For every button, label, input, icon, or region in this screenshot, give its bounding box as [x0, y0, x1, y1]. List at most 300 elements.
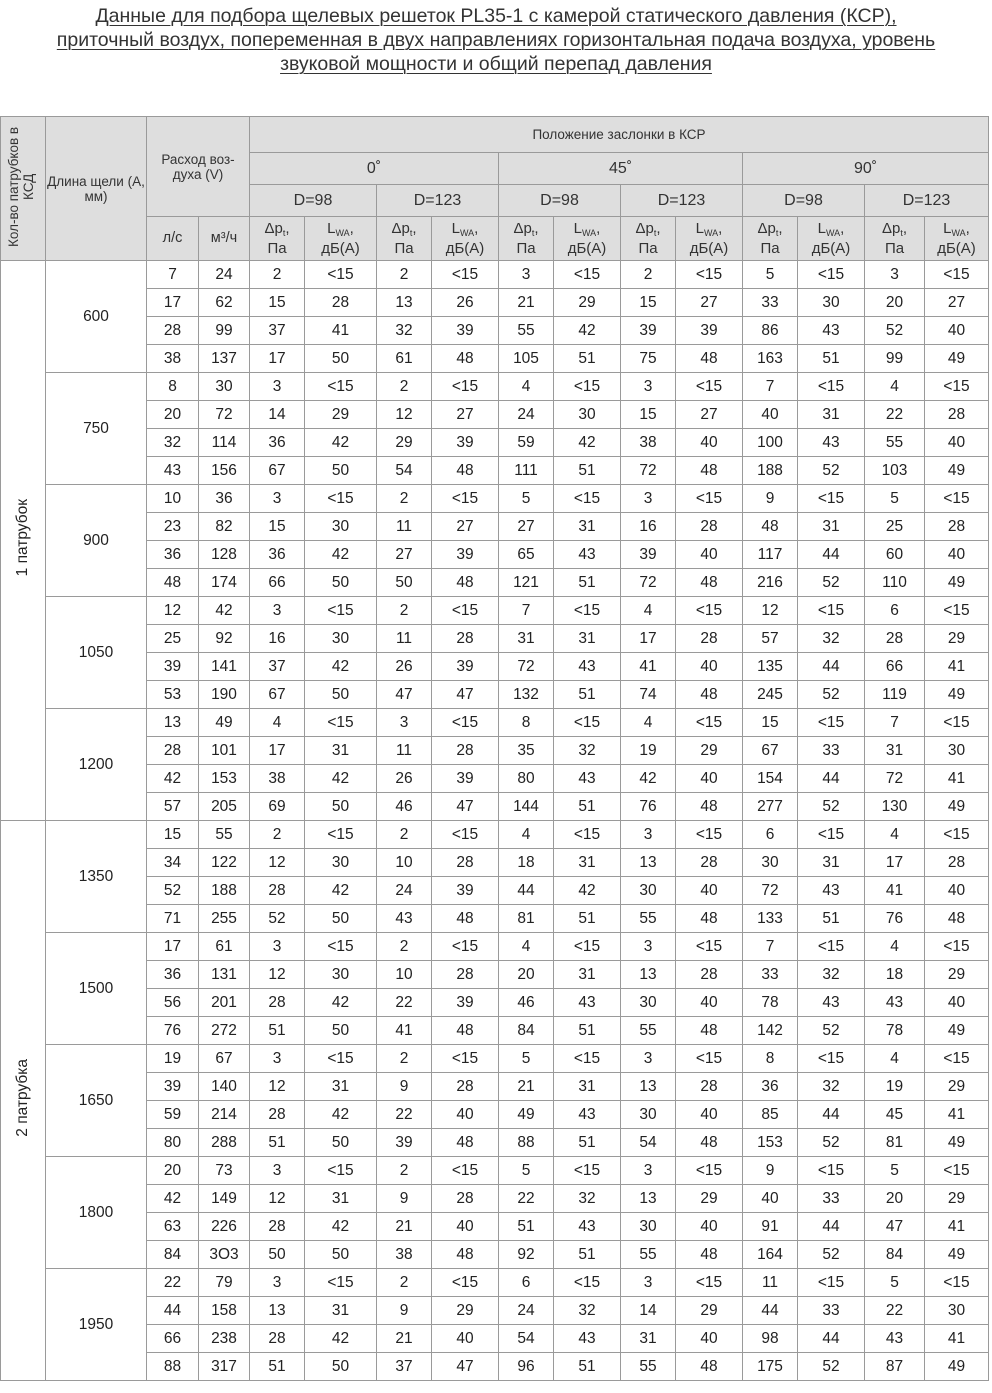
- table-cell: 50: [305, 569, 377, 597]
- table-cell: <15: [305, 1269, 377, 1297]
- table-cell: 40: [676, 989, 743, 1017]
- table-cell: 72: [499, 653, 554, 681]
- table-cell: 5: [865, 485, 925, 513]
- header-sound-level: $L_{WA}$, дБ(А): [554, 217, 621, 261]
- table-cell: 86: [743, 317, 798, 345]
- table-cell: 76: [621, 793, 676, 821]
- table-cell: 28: [432, 1073, 499, 1101]
- table-cell: 41: [925, 1213, 989, 1241]
- table-cell: 52: [798, 569, 865, 597]
- table-cell: 4: [499, 373, 554, 401]
- table-row: [1, 457, 989, 485]
- table-cell: 15: [250, 513, 305, 541]
- slot-length: 1500: [46, 933, 147, 1045]
- slot-length: 1050: [46, 597, 147, 709]
- table-cell: 36: [250, 541, 305, 569]
- header-diameter: D=123: [865, 185, 989, 217]
- table-cell: 40: [676, 1213, 743, 1241]
- table-cell: 39: [432, 429, 499, 457]
- table-cell: 48: [676, 681, 743, 709]
- slot-length: 1200: [46, 709, 147, 821]
- table-cell: 61: [199, 933, 250, 961]
- table-cell: 2: [250, 261, 305, 289]
- header-count: Кол-во патрубков в КСД: [1, 117, 46, 261]
- table-cell: 32: [377, 317, 432, 345]
- table-cell: 44: [798, 1325, 865, 1353]
- table-cell: 52: [798, 1017, 865, 1045]
- table-cell: <15: [676, 373, 743, 401]
- table-cell: <15: [925, 1269, 989, 1297]
- table-row: [1, 1269, 989, 1297]
- table-cell: 28: [432, 737, 499, 765]
- table-cell: 12: [250, 849, 305, 877]
- table-cell: 52: [798, 1129, 865, 1157]
- table-cell: 72: [621, 569, 676, 597]
- table-cell: 3: [250, 597, 305, 625]
- table-cell: 13: [621, 1073, 676, 1101]
- table-cell: 51: [554, 1017, 621, 1045]
- table-cell: 15: [621, 401, 676, 429]
- table-cell: 49: [925, 1129, 989, 1157]
- table-cell: 255: [199, 905, 250, 933]
- header-angle-45: 45˚: [499, 153, 743, 185]
- table-cell: 38: [147, 345, 199, 373]
- table-cell: 3: [621, 485, 676, 513]
- table-cell: 22: [377, 989, 432, 1017]
- table-cell: 3: [250, 1157, 305, 1185]
- table-cell: 128: [199, 541, 250, 569]
- table-cell: <15: [925, 373, 989, 401]
- table-cell: 28: [865, 625, 925, 653]
- table-cell: 44: [798, 653, 865, 681]
- header-diameter: D=98: [250, 185, 377, 217]
- table-cell: 11: [377, 737, 432, 765]
- table-cell: 39: [147, 653, 199, 681]
- table-row: [1, 1297, 989, 1325]
- table-cell: 33: [743, 961, 798, 989]
- table-cell: 29: [554, 289, 621, 317]
- table-cell: 15: [147, 821, 199, 849]
- table-row: [1, 569, 989, 597]
- table-cell: 28: [147, 317, 199, 345]
- table-cell: 36: [147, 961, 199, 989]
- table-cell: 5: [499, 1045, 554, 1073]
- table-cell: 3: [621, 373, 676, 401]
- table-cell: 39: [432, 989, 499, 1017]
- table-cell: 3: [250, 485, 305, 513]
- header-angle-90: 90˚: [743, 153, 989, 185]
- table-cell: 2: [377, 373, 432, 401]
- table-cell: 91: [743, 1213, 798, 1241]
- table-cell: <15: [676, 1269, 743, 1297]
- table-cell: <15: [676, 1157, 743, 1185]
- table-cell: 214: [199, 1101, 250, 1129]
- table-cell: 28: [305, 289, 377, 317]
- table-cell: 56: [147, 989, 199, 1017]
- table-cell: 3: [621, 1045, 676, 1073]
- group-label: 2 патрубка: [1, 821, 46, 1381]
- table-cell: 12: [250, 961, 305, 989]
- table-header: [1, 117, 989, 261]
- table-cell: 20: [147, 1157, 199, 1185]
- table-cell: 28: [250, 1213, 305, 1241]
- header-sound-level: $L_{WA}$, дБ(А): [925, 217, 989, 261]
- table-cell: 37: [250, 317, 305, 345]
- table-cell: 30: [554, 401, 621, 429]
- table-cell: 30: [621, 1213, 676, 1241]
- table-cell: 48: [676, 1241, 743, 1269]
- table-cell: 2: [377, 821, 432, 849]
- table-cell: 317: [199, 1353, 250, 1381]
- table-cell: 28: [676, 513, 743, 541]
- table-cell: 11: [743, 1269, 798, 1297]
- table-cell: 42: [305, 1325, 377, 1353]
- header-unit-ls: л/с: [147, 217, 199, 261]
- table-cell: 55: [621, 1241, 676, 1269]
- table-cell: 46: [499, 989, 554, 1017]
- table-row: [1, 1353, 989, 1381]
- table-cell: 81: [865, 1129, 925, 1157]
- table-cell: 100: [743, 429, 798, 457]
- table-cell: 76: [147, 1017, 199, 1045]
- table-cell: 43: [554, 1101, 621, 1129]
- table-cell: 21: [499, 1073, 554, 1101]
- table-cell: 3: [250, 373, 305, 401]
- table-cell: <15: [925, 597, 989, 625]
- table-cell: 43: [798, 877, 865, 905]
- table-cell: 6: [499, 1269, 554, 1297]
- table-cell: 2: [250, 821, 305, 849]
- table-cell: 11: [377, 513, 432, 541]
- table-cell: 66: [865, 653, 925, 681]
- header-pressure-drop: $\Delta p_t$, Па: [865, 217, 925, 261]
- table-cell: 57: [147, 793, 199, 821]
- table-cell: 3: [250, 933, 305, 961]
- table-cell: 96: [499, 1353, 554, 1381]
- table-cell: 50: [305, 793, 377, 821]
- table-cell: 24: [499, 1297, 554, 1325]
- table-cell: 55: [621, 1353, 676, 1381]
- table-cell: 10: [147, 485, 199, 513]
- table-cell: 101: [199, 737, 250, 765]
- table-cell: 30: [305, 513, 377, 541]
- table-cell: 31: [554, 961, 621, 989]
- table-cell: 137: [199, 345, 250, 373]
- table-cell: 174: [199, 569, 250, 597]
- table-cell: 141: [199, 653, 250, 681]
- table-cell: 51: [250, 1129, 305, 1157]
- table-cell: 66: [147, 1325, 199, 1353]
- header-sound-level: $L_{WA}$, дБ(А): [305, 217, 377, 261]
- table-cell: 42: [554, 877, 621, 905]
- table-cell: 74: [621, 681, 676, 709]
- slot-length: 1350: [46, 821, 147, 933]
- table-cell: 39: [377, 1129, 432, 1157]
- table-cell: 26: [377, 653, 432, 681]
- header-pressure-drop: $\Delta p_t$, Па: [377, 217, 432, 261]
- header-length: Длина щели (А, мм): [46, 117, 147, 261]
- table-cell: <15: [432, 709, 499, 737]
- table-cell: 54: [377, 457, 432, 485]
- table-cell: 9: [377, 1185, 432, 1213]
- table-cell: 78: [743, 989, 798, 1017]
- table-cell: 39: [621, 317, 676, 345]
- table-cell: 40: [676, 541, 743, 569]
- table-cell: 5: [499, 485, 554, 513]
- table-cell: 42: [305, 541, 377, 569]
- table-row: [1, 709, 989, 737]
- table-row: [1, 737, 989, 765]
- table-cell: 44: [798, 1101, 865, 1129]
- table-cell: 38: [621, 429, 676, 457]
- table-cell: 43: [147, 457, 199, 485]
- table-cell: 84: [499, 1017, 554, 1045]
- table-cell: <15: [305, 821, 377, 849]
- table-cell: <15: [432, 1157, 499, 1185]
- slot-length: 750: [46, 373, 147, 485]
- table-cell: 201: [199, 989, 250, 1017]
- table-cell: 63: [147, 1213, 199, 1241]
- table-cell: <15: [798, 1157, 865, 1185]
- table-cell: 31: [865, 737, 925, 765]
- table-cell: 48: [743, 513, 798, 541]
- table-cell: <15: [305, 709, 377, 737]
- table-cell: 43: [798, 989, 865, 1017]
- table-cell: 135: [743, 653, 798, 681]
- table-cell: 50: [305, 345, 377, 373]
- table-cell: 30: [305, 849, 377, 877]
- table-row: [1, 653, 989, 681]
- table-cell: 42: [147, 1185, 199, 1213]
- table-cell: 43: [554, 1213, 621, 1241]
- header-pressure-drop: $\Delta p_t$, Па: [743, 217, 798, 261]
- table-cell: 26: [432, 289, 499, 317]
- table-cell: 32: [554, 1297, 621, 1325]
- table-cell: 38: [377, 1241, 432, 1269]
- table-cell: 48: [432, 569, 499, 597]
- table-cell: 30: [621, 1101, 676, 1129]
- table-cell: 238: [199, 1325, 250, 1353]
- table-cell: 164: [743, 1241, 798, 1269]
- table-cell: 39: [676, 317, 743, 345]
- table-cell: 55: [621, 1017, 676, 1045]
- table-cell: 50: [377, 569, 432, 597]
- table-row: [1, 989, 989, 1017]
- table-cell: 31: [499, 625, 554, 653]
- table-cell: 13: [621, 1185, 676, 1213]
- table-cell: 28: [676, 961, 743, 989]
- table-cell: 42: [305, 989, 377, 1017]
- table-cell: 41: [865, 877, 925, 905]
- table-cell: 30: [925, 1297, 989, 1325]
- table-cell: 3: [377, 709, 432, 737]
- table-cell: 40: [743, 1185, 798, 1213]
- table-cell: 31: [798, 401, 865, 429]
- table-cell: <15: [305, 933, 377, 961]
- table-cell: <15: [798, 709, 865, 737]
- title-line-1: Данные для подбора щелевых решеток PL35-1 с камерой статического давления (КСР),: [95, 5, 897, 27]
- table-row: [1, 849, 989, 877]
- table-cell: 28: [147, 737, 199, 765]
- table-cell: 27: [432, 513, 499, 541]
- table-cell: 50: [305, 1017, 377, 1045]
- group-label: 1 патрубок: [1, 261, 46, 821]
- table-cell: 32: [554, 737, 621, 765]
- table-cell: 29: [925, 625, 989, 653]
- table-cell: 32: [798, 1073, 865, 1101]
- table-cell: 51: [554, 905, 621, 933]
- table-cell: 47: [432, 681, 499, 709]
- table-cell: 31: [554, 513, 621, 541]
- table-cell: 117: [743, 541, 798, 569]
- table-cell: 53: [147, 681, 199, 709]
- table-cell: 50: [305, 1353, 377, 1381]
- table-row: [1, 401, 989, 429]
- table-cell: 48: [432, 905, 499, 933]
- table-cell: 30: [925, 737, 989, 765]
- table-cell: 49: [925, 681, 989, 709]
- table-cell: 21: [499, 289, 554, 317]
- table-cell: 57: [743, 625, 798, 653]
- table-cell: 29: [432, 1297, 499, 1325]
- table-cell: 41: [377, 1017, 432, 1045]
- table-cell: <15: [925, 821, 989, 849]
- table-cell: 175: [743, 1353, 798, 1381]
- table-cell: 84: [147, 1241, 199, 1269]
- slot-length: 1950: [46, 1269, 147, 1381]
- table-cell: <15: [676, 485, 743, 513]
- table-cell: 42: [554, 317, 621, 345]
- table-cell: 48: [147, 569, 199, 597]
- header-diameter: D=98: [499, 185, 621, 217]
- table-cell: 69: [250, 793, 305, 821]
- table-cell: 92: [499, 1241, 554, 1269]
- table-cell: 22: [377, 1101, 432, 1129]
- table-cell: 15: [621, 289, 676, 317]
- table-cell: 18: [499, 849, 554, 877]
- table-cell: 39: [147, 1073, 199, 1101]
- table-cell: 29: [377, 429, 432, 457]
- table-cell: 10: [377, 849, 432, 877]
- table-cell: 29: [925, 961, 989, 989]
- table-cell: 75: [621, 345, 676, 373]
- table-cell: 9: [743, 485, 798, 513]
- table-cell: 30: [305, 625, 377, 653]
- table-cell: 43: [554, 1325, 621, 1353]
- table-cell: 28: [250, 1101, 305, 1129]
- table-row: [1, 513, 989, 541]
- table-cell: 45: [865, 1101, 925, 1129]
- table-cell: <15: [676, 933, 743, 961]
- table-cell: 48: [432, 1241, 499, 1269]
- table-cell: 5: [499, 1157, 554, 1185]
- table-cell: 42: [305, 765, 377, 793]
- header-angle-0: 0˚: [250, 153, 499, 185]
- table-cell: 5: [865, 1157, 925, 1185]
- table-cell: 30: [621, 989, 676, 1017]
- table-cell: 13: [621, 849, 676, 877]
- table-cell: 28: [676, 849, 743, 877]
- table-cell: 44: [147, 1297, 199, 1325]
- table-cell: 60: [865, 541, 925, 569]
- table-cell: 111: [499, 457, 554, 485]
- table-cell: 2: [377, 933, 432, 961]
- table-cell: 16: [621, 513, 676, 541]
- table-cell: 16: [250, 625, 305, 653]
- table-cell: 28: [925, 401, 989, 429]
- table-cell: 28: [925, 513, 989, 541]
- table-cell: 17: [147, 289, 199, 317]
- table-cell: <15: [432, 933, 499, 961]
- table-cell: 43: [554, 653, 621, 681]
- table-cell: 277: [743, 793, 798, 821]
- table-cell: <15: [554, 1269, 621, 1297]
- table-cell: 3: [621, 1269, 676, 1297]
- table-cell: 50: [250, 1241, 305, 1269]
- table-cell: <15: [676, 261, 743, 289]
- table-cell: 39: [432, 541, 499, 569]
- table-cell: <15: [432, 1269, 499, 1297]
- table-cell: 80: [147, 1129, 199, 1157]
- table-cell: 2: [377, 1269, 432, 1297]
- table-cell: 10: [377, 961, 432, 989]
- table-cell: 27: [676, 289, 743, 317]
- table-cell: 9: [377, 1073, 432, 1101]
- table-cell: 21: [377, 1213, 432, 1241]
- table-cell: 25: [147, 625, 199, 653]
- table-cell: 40: [925, 541, 989, 569]
- table-cell: 3: [621, 933, 676, 961]
- table-cell: 48: [676, 345, 743, 373]
- table-cell: 37: [377, 1353, 432, 1381]
- table-row: [1, 765, 989, 793]
- table-cell: 3: [499, 261, 554, 289]
- table-cell: 52: [798, 1241, 865, 1269]
- table-cell: 55: [621, 905, 676, 933]
- table-cell: 121: [499, 569, 554, 597]
- table-cell: 30: [199, 373, 250, 401]
- table-cell: 156: [199, 457, 250, 485]
- table-cell: <15: [925, 933, 989, 961]
- table-cell: 29: [925, 1073, 989, 1101]
- table-cell: <15: [925, 709, 989, 737]
- table-cell: 41: [925, 653, 989, 681]
- table-cell: 3O3: [199, 1241, 250, 1269]
- table-cell: 39: [432, 877, 499, 905]
- table-cell: 31: [305, 737, 377, 765]
- table-cell: 49: [499, 1101, 554, 1129]
- table-cell: 40: [925, 429, 989, 457]
- table-cell: <15: [925, 485, 989, 513]
- table-cell: 51: [250, 1353, 305, 1381]
- table-cell: 32: [147, 429, 199, 457]
- table-cell: 66: [250, 569, 305, 597]
- header-sound-level: $L_{WA}$, дБ(А): [798, 217, 865, 261]
- table-cell: 188: [199, 877, 250, 905]
- table-row: [1, 1325, 989, 1353]
- table-cell: 48: [676, 1017, 743, 1045]
- table-cell: 33: [798, 1185, 865, 1213]
- table-row: [1, 1241, 989, 1269]
- header-damper: Положение заслонки в КСР: [250, 117, 989, 153]
- table-cell: 49: [925, 457, 989, 485]
- table-cell: 4: [865, 1045, 925, 1073]
- table-cell: <15: [305, 485, 377, 513]
- table-cell: 72: [865, 765, 925, 793]
- table-cell: 13: [250, 1297, 305, 1325]
- table-cell: 8: [147, 373, 199, 401]
- table-row: [1, 345, 989, 373]
